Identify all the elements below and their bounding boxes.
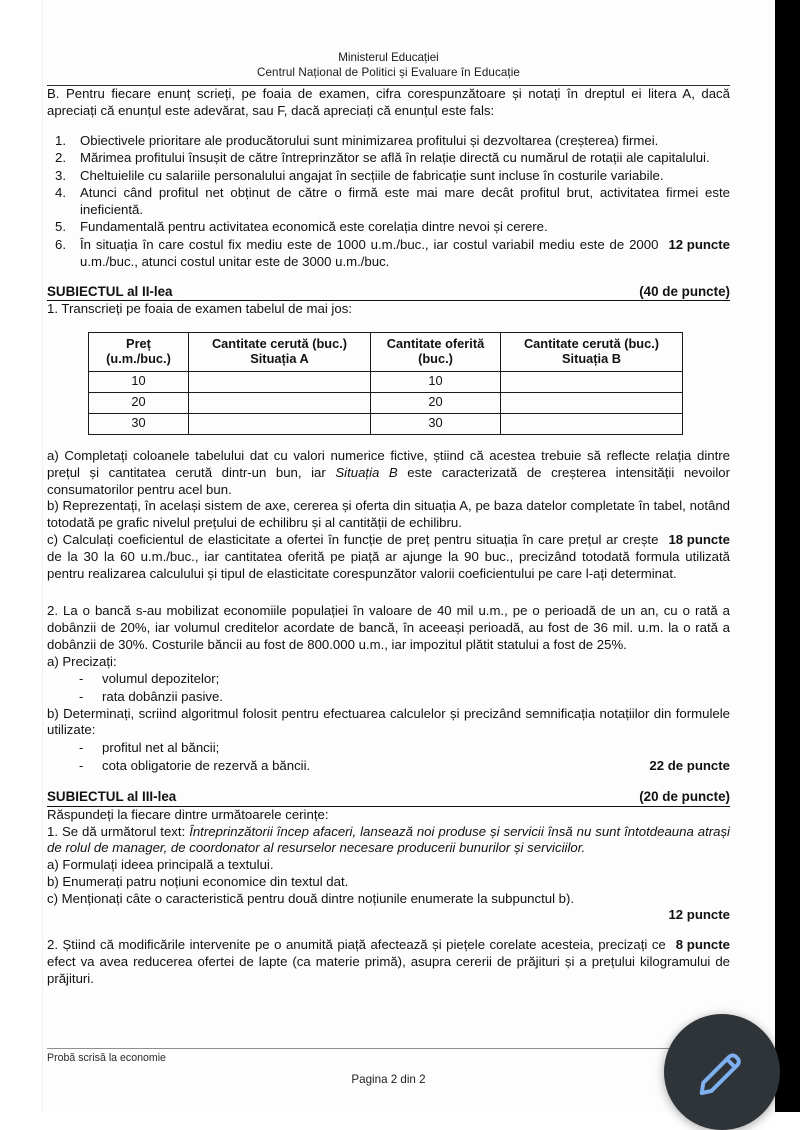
item1-quoted-text: Întreprinzătorii încep afaceri, lansează noi produse și servicii însă nu sunt întotdeauna atrași de rolul de manager, de coordonator al resurselor necesare producerii bunurilor și serviciilor. xyxy=(47,823,730,856)
header-line-1: Cantitate cerută (buc.) xyxy=(211,335,348,351)
table-row xyxy=(89,371,683,392)
list-item xyxy=(47,150,730,167)
header-line-1: Cantitate oferită xyxy=(386,335,485,351)
cell-demand-a xyxy=(189,413,371,434)
subject-2-item2-a-label: a) Precizați: xyxy=(47,653,117,669)
subject-2-item2-b-label: b) Determinați, scriind algoritmul folosit pentru efectuarea calculelor și precizând semnificația notațiilor din formulele utilizate: xyxy=(47,705,730,738)
column-header-price xyxy=(89,332,189,371)
subject-2-item1-a xyxy=(47,448,730,499)
header-line-2: (u.m./buc.) xyxy=(106,351,171,367)
exam-document xyxy=(47,0,730,1112)
cell-price: 30 xyxy=(89,413,189,434)
list-item xyxy=(47,739,730,757)
subject-3-item1-b: b) Enumerați patru noțiuni economice din textul dat. xyxy=(47,874,349,890)
subject-3-points: (20 de puncte) xyxy=(639,789,730,805)
column-header-demand-b xyxy=(501,332,683,371)
list-item xyxy=(47,237,730,271)
subject-2-item2-intro: 2. La o bancă s-au mobilizat economiile populației în valoare de 40 mil u.m., pe o perioadă de un an, cu o rată a dobânzii de 20%, iar volumul creditelor acordate de bancă, în aceeași perioadă, au fost de 36 mil. u.m. la o rată a dobânzii de 30%. Costurile băncii au fost de 800.000 u.m., iar impozitul plătit statului a fost de 25%. xyxy=(47,602,730,652)
cell-supply: 10 xyxy=(371,371,501,392)
points-badge: - 22 de puncte xyxy=(649,757,730,773)
item1-a-part1: a) Completați coloanele tabelului dat cu valori numerice fictive, știind că acestea trebuie să reflecte relația dintre prețul și cantitatea cerută dintr-un bun, iar xyxy=(47,447,730,480)
header-line-2: Situația A xyxy=(250,351,309,367)
part-b-statement-list xyxy=(47,133,730,271)
sub-item-text: cota obligatorie de rezervă a băncii. xyxy=(102,757,311,773)
statement-text: În situația în care costul fix mediu este de 1000 u.m./buc., iar costul variabil mediu este de 2000 u.m./buc., atunci costul unitar este de 3000 u.m./buc. xyxy=(80,236,659,269)
statement-text: Cheltuielile cu salariile personalului angajat în secțiile de fabricație sunt incluse în costurile variabile. xyxy=(80,167,664,183)
list-item xyxy=(47,133,730,150)
cell-demand-b xyxy=(501,392,683,413)
subject-2-item2-b-list xyxy=(47,739,730,774)
footer-exam-label: Probă scrisă la economie xyxy=(47,1052,166,1064)
subject-2-item1-b: b) Reprezentați, în același sistem de axe, cererea și oferta din situația A, pe baza datelor completate în tabel, notând totodată pe grafic nivelul prețului de echilibru și al cantității de echilibru. xyxy=(47,498,730,531)
cell-supply: 20 xyxy=(371,392,501,413)
subject-2-heading xyxy=(47,283,730,301)
document-footer xyxy=(47,1048,730,1087)
cell-price: 10 xyxy=(89,371,189,392)
statement-text: Fundamentală pentru activitatea economică este corelația dintre nevoi și cerere. xyxy=(80,219,548,235)
footer-divider xyxy=(47,1048,730,1049)
subject-2-title: SUBIECTUL al II-lea xyxy=(47,283,173,299)
column-header-demand-a xyxy=(189,332,371,371)
points-badge: 8 puncte xyxy=(675,936,730,952)
subject-2-points: (40 de puncte) xyxy=(639,283,730,299)
right-dark-band xyxy=(775,0,800,1112)
demand-supply-table xyxy=(88,332,683,435)
edit-fab-button[interactable] xyxy=(664,1014,780,1130)
subject-3-item1 xyxy=(47,824,730,858)
subject-3-item1-points: 12 puncte xyxy=(668,906,730,922)
subject-2-item1-c xyxy=(47,532,730,583)
item1-c-text: c) Calculați coeficientul de elasticitate a ofertei în funcție de preț pentru situația în care prețul ar crește de la 30 la 60 u.m./buc., iar cantitatea oferită pe piață ar ajunge la 90 buc., precizând totodată formula utilizată pentru realizarea calculului și tipul de elasticitate corespunzător valorii coeficientului pe care l-ați determinat. xyxy=(47,532,730,582)
subject-3-heading xyxy=(47,788,730,806)
statement-text: Mărimea profitului însușit de către întreprinzător se află în relație directă cu numărul de rotații ale capitalului. xyxy=(80,150,710,166)
cell-supply: 30 xyxy=(371,413,501,434)
list-item xyxy=(47,168,730,185)
list-item xyxy=(47,219,730,236)
item2-text: 2. Știind că modificările intervenite pe o anumită piață afectează și piețele corelate acesteia, precizați ce efect va avea reducerea ofertei de lapte (ca materie primă), asupra cererii de prăjituri și a prețului kilogramului de prăjituri. xyxy=(47,936,730,986)
sub-item-text: profitul net al băncii; xyxy=(102,740,220,756)
points-badge: 12 puncte xyxy=(668,236,730,252)
header-line-2: Situația B xyxy=(561,351,622,367)
header-line-2: (buc.) xyxy=(418,351,453,367)
cell-price: 20 xyxy=(89,392,189,413)
subject-3-item1-a: a) Formulați ideea principală a textului. xyxy=(47,857,274,873)
footer-page-number: Pagina 2 din 2 xyxy=(351,1072,426,1086)
item1-prefix: 1. Se dă următorul text: xyxy=(47,823,190,839)
cell-demand-a xyxy=(189,392,371,413)
pencil-edit-icon xyxy=(694,1044,750,1100)
statement-text: Obiectivele prioritare ale producătorului sunt minimizarea profitului și dezvoltarea (creșterea) firmei. xyxy=(80,132,659,148)
list-item xyxy=(47,185,730,219)
cell-demand-b xyxy=(501,371,683,392)
list-item xyxy=(47,688,730,706)
ministry-line: Ministerul Educației xyxy=(338,51,439,64)
list-item xyxy=(47,670,730,688)
subject-3-item1-c: c) Menționați câte o caracteristică pentru două dintre noțiunile enumerate la subpunctul b). xyxy=(47,891,575,907)
subject-2-item2-a-list xyxy=(47,670,730,705)
table-row xyxy=(89,413,683,434)
subject-3-item2 xyxy=(47,937,730,988)
center-line: Centrul Național de Politici și Evaluare în Educație xyxy=(257,66,520,80)
column-header-supply xyxy=(371,332,501,371)
table-row xyxy=(89,392,683,413)
item1-a-emphasis: Situația B xyxy=(335,464,398,480)
subject-3-title: SUBIECTUL al III-lea xyxy=(47,789,177,805)
list-item xyxy=(47,757,730,775)
header-line-1: Cantitate cerută (buc.) xyxy=(523,335,660,351)
table-header-row xyxy=(89,332,683,371)
points-badge: 18 puncte xyxy=(668,532,730,548)
sub-item-text: volumul depozitelor; xyxy=(102,671,220,687)
document-header xyxy=(47,0,730,80)
sub-item-text: rata dobânzii pasive. xyxy=(102,689,223,705)
cell-demand-a xyxy=(189,371,371,392)
statement-text: Atunci când profitul net obținut de către o firmă este mai mare decât profitul brut, activitatea firmei este ineficientă. xyxy=(80,185,730,217)
subject-2-item1-intro: 1. Transcrieți pe foaia de examen tabelul de mai jos: xyxy=(47,300,352,316)
item1-a-part2: este caracterizată de creșterea intensității nevoilor consumatorilor pentru acel bun. xyxy=(47,464,730,497)
demand-supply-table-wrapper xyxy=(47,332,730,435)
cell-demand-b xyxy=(501,413,683,434)
subject-3-lead: Răspundeți la fiecare dintre următoarele cerințe: xyxy=(47,806,329,822)
header-line-1: Preț xyxy=(126,335,151,351)
part-b-lead: B. Pentru fiecare enunț scrieți, pe foaia de examen, cifra corespunzătoare și notați în dreptul ei litera A, dacă apreciați că enunțul este adevărat, sau F, dacă apreciați că enunțul este fals: xyxy=(47,86,730,119)
